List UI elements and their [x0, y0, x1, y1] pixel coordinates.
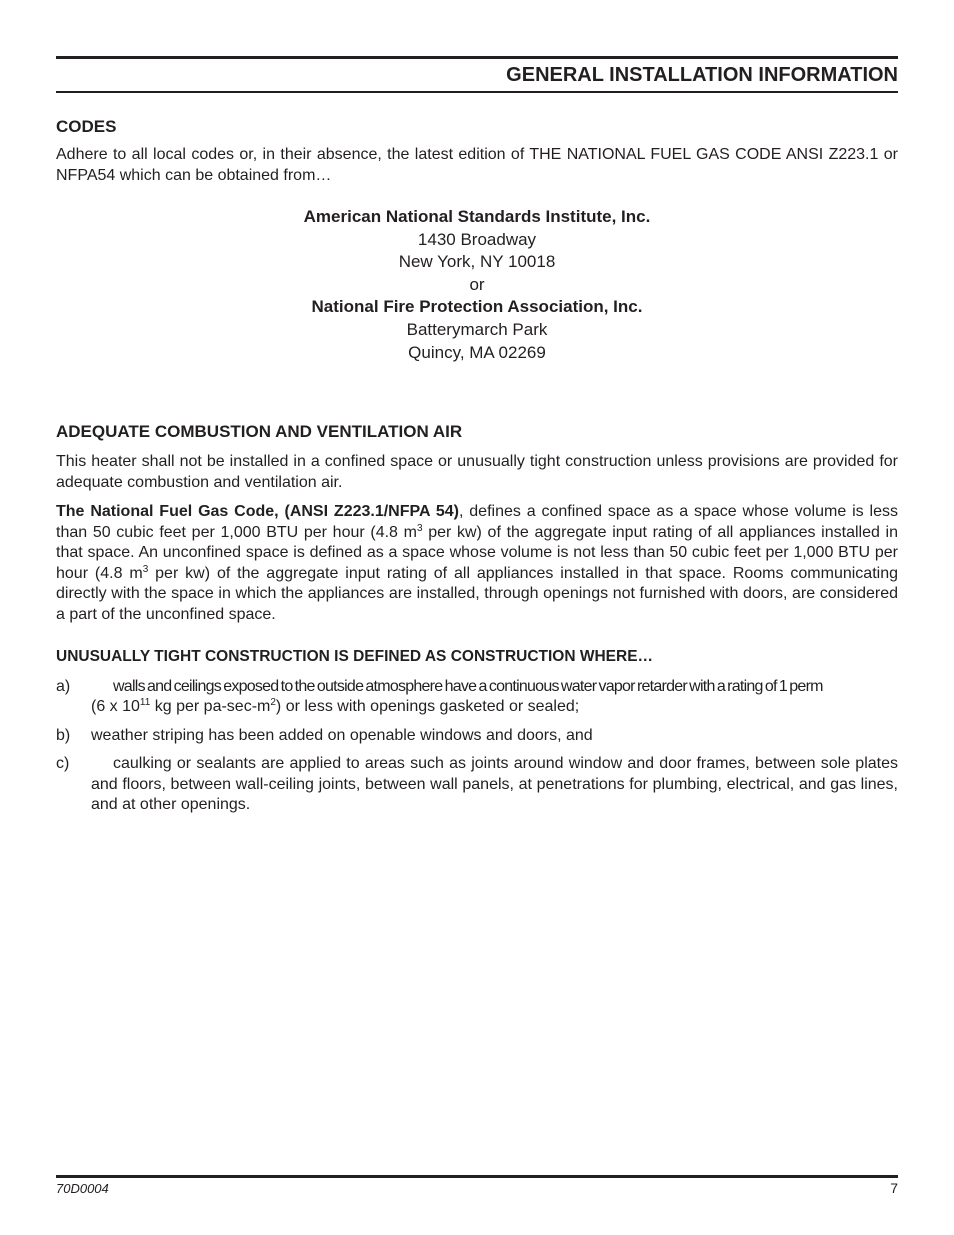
- tight-construction-heading: UNUSUALLY TIGHT CONSTRUCTION IS DEFINED AS CONSTRUCTION WHERE…: [56, 648, 654, 666]
- list-marker: c): [56, 755, 70, 773]
- exponent-superscript: 11: [139, 697, 151, 709]
- page-content: [56, 117, 898, 824]
- header-top-rule: [56, 56, 898, 59]
- nfpa-name: National Fire Protection Association, Inc.: [311, 297, 643, 317]
- manual-page: [56, 0, 898, 1235]
- air-paragraph-2-part-c: per kw) of the aggregate input rating of all appliances installed in that space. Rooms communicating directly with the space in which the appliances are installed, through openings not furnished with doors, are considered a part of the unconfined space.: [56, 564, 898, 623]
- list-item-text: kg per pa-sec-m: [150, 698, 271, 716]
- list-item-text: caulking or sealants are applied to areas such as joints around window and door frames, between sole plates and floors, between wall-ceiling joints, between wall panels, at penetrations for plumbing, electrical, and gas lines, and at other openings.: [91, 755, 898, 814]
- air-paragraph-2-part-a: , defines a confined space as a space whose volume is less than 50 cubic feet per 1,000 BTU per hour (4.8 m: [56, 503, 898, 541]
- page-title: GENERAL INSTALLATION INFORMATION: [506, 64, 898, 86]
- list-item: [56, 726, 898, 747]
- air-heading: ADEQUATE COMBUSTION AND VENTILATION AIR: [56, 422, 463, 442]
- codes-heading: CODES: [56, 117, 117, 136]
- squared-superscript: 2: [270, 697, 276, 709]
- cubic-superscript: 3: [142, 563, 149, 575]
- list-item: [56, 754, 898, 816]
- list-item-text: ) or less with openings gasketed or sealed;: [275, 698, 580, 716]
- ansi-city: New York, NY 10018: [398, 252, 556, 272]
- list-marker: b): [56, 726, 71, 744]
- fuel-gas-code-ref: The National Fuel Gas Code, (ANSI Z223.1/NFPA 54): [56, 503, 459, 521]
- codes-intro: Adhere to all local codes or, in their absence, the latest edition of THE NATIONAL FUEL GAS CODE ANSI Z223.1 or NFPA54 which can be obtained from…: [56, 146, 898, 184]
- page-number: 7: [890, 1180, 898, 1196]
- list-marker: a): [56, 677, 71, 695]
- air-paragraph-2-part-b: per kw) of the aggregate input rating of all appliances installed in that space. An unconfined space is defined as a space whose volume is not less than 50 cubic feet per 1,000 BTU per hour (4.8 m: [56, 523, 899, 582]
- ansi-name: American National Standards Institute, Inc.: [303, 207, 651, 226]
- address-or: or: [469, 274, 485, 294]
- document-number: 70D0004: [56, 1181, 109, 1196]
- list-item-text: (6 x 10: [91, 698, 140, 716]
- footer-rule: [56, 1175, 898, 1178]
- nfpa-street: Batterymarch Park: [406, 319, 548, 339]
- ansi-street: 1430 Broadway: [417, 229, 537, 249]
- address-block: [56, 206, 898, 364]
- list-item: [56, 677, 898, 718]
- air-paragraph-2: [56, 502, 898, 625]
- air-paragraph-1: This heater shall not be installed in a confined space or unusually tight construction unless provisions are provided for adequate combustion and ventilation air.: [56, 453, 898, 491]
- header-bottom-rule: [56, 91, 898, 93]
- list-item-text: weather striping has been added on openable windows and doors, and: [91, 726, 593, 744]
- list-item-text: walls and ceilings exposed to the outside atmosphere have a continuous water vapor retarder with a rating of 1 perm: [113, 677, 823, 695]
- nfpa-city: Quincy, MA 02269: [408, 342, 546, 362]
- cubic-superscript: 3: [416, 522, 423, 534]
